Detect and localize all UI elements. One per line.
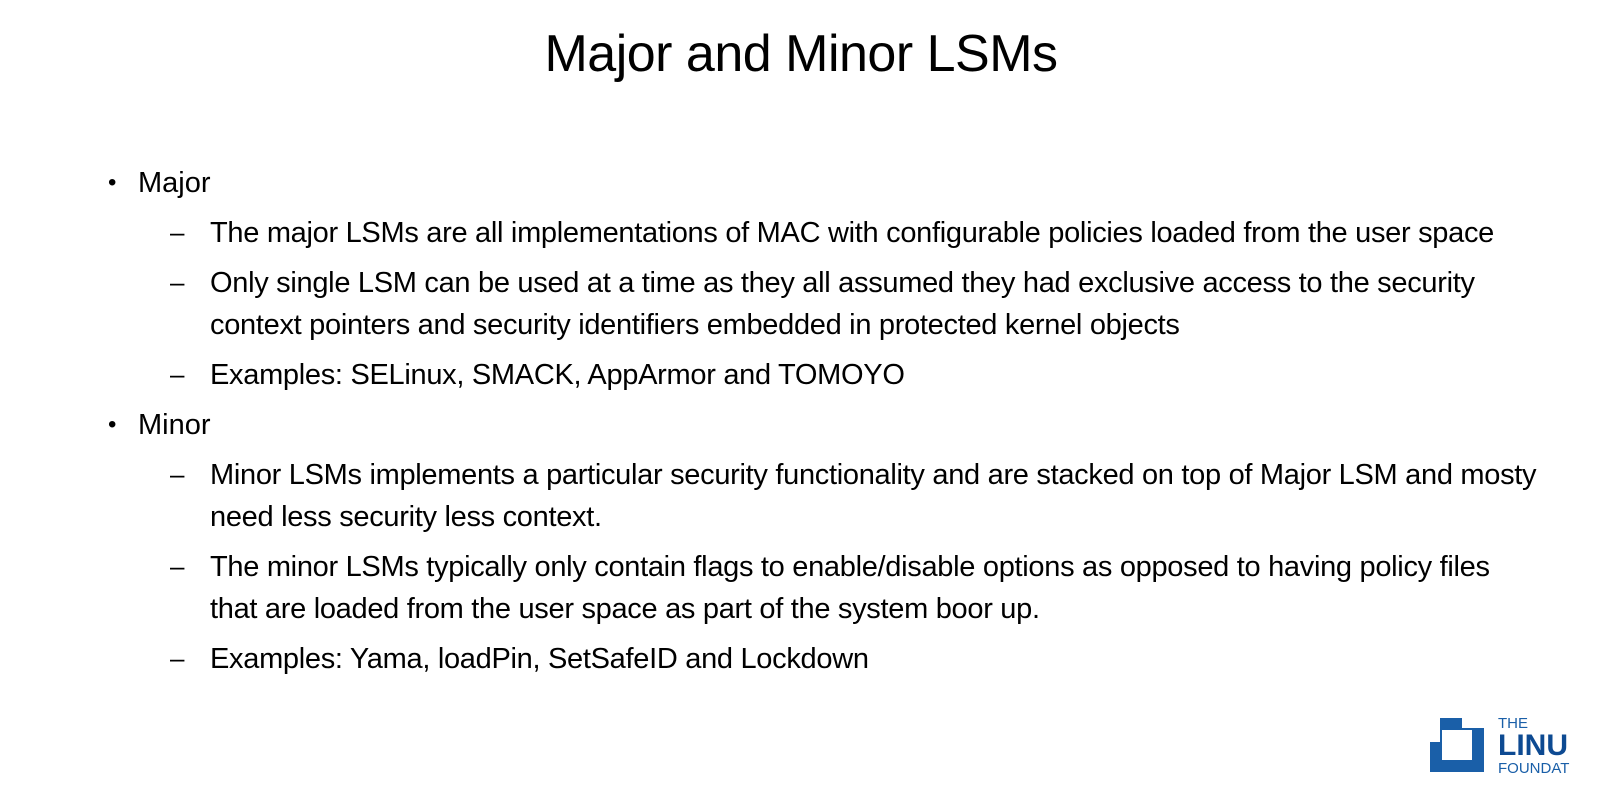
sub-bullet-text: The minor LSMs typically only contain flags to enable/disable options as opposed to having policy files that are loaded from the user space as part of the system boor up.: [210, 551, 1490, 625]
bullet-marker: •: [108, 411, 117, 438]
dash-marker: –: [170, 359, 185, 389]
sub-bullet-text: Examples: Yama, loadPin, SetSafeID and Lockdown: [210, 643, 869, 675]
bullet-heading-major: Major: [138, 167, 211, 199]
logo-text-linux: LINU: [1498, 729, 1568, 762]
bullet-minor: [108, 404, 1538, 446]
sub-bullet-text: Examples: SELinux, SMACK, AppArmor and TOMOYO: [210, 359, 905, 391]
logo-mark-icon: [1430, 714, 1494, 774]
sub-bullet-major-2: [108, 262, 1538, 346]
bullet-marker: •: [108, 169, 117, 196]
slide-title: Major and Minor LSMs: [544, 25, 1058, 83]
sub-bullet-minor-3: [108, 638, 1538, 680]
logo-text-foundation: FOUNDAT: [1498, 760, 1570, 777]
sub-bullet-major-1: [108, 212, 1538, 254]
dash-marker: –: [170, 459, 185, 489]
bullet-major: [108, 162, 1538, 204]
dash-marker: –: [170, 217, 185, 247]
dash-marker: –: [170, 551, 185, 581]
sub-bullet-text: Minor LSMs implements a particular security functionality and are stacked on top of Major LSM and mosty need less security less context.: [210, 459, 1537, 533]
dash-marker: –: [170, 267, 185, 297]
bullet-heading-minor: Minor: [138, 409, 211, 441]
logo-text-the: THE: [1498, 715, 1528, 732]
sub-bullet-minor-2: [108, 546, 1538, 630]
sub-bullet-text: Only single LSM can be used at a time as they all assumed they had exclusive access to the security context pointers and security identifiers embedded in protected kernel objects: [210, 267, 1475, 341]
sub-bullet-major-3: [108, 354, 1538, 396]
dash-marker: –: [170, 643, 185, 673]
bullet-list: [108, 162, 1538, 688]
sub-bullet-text: The major LSMs are all implementations of MAC with configurable policies loaded from the user space: [210, 217, 1494, 249]
linux-foundation-logo: [1430, 714, 1602, 788]
sub-bullet-minor-1: [108, 454, 1538, 538]
